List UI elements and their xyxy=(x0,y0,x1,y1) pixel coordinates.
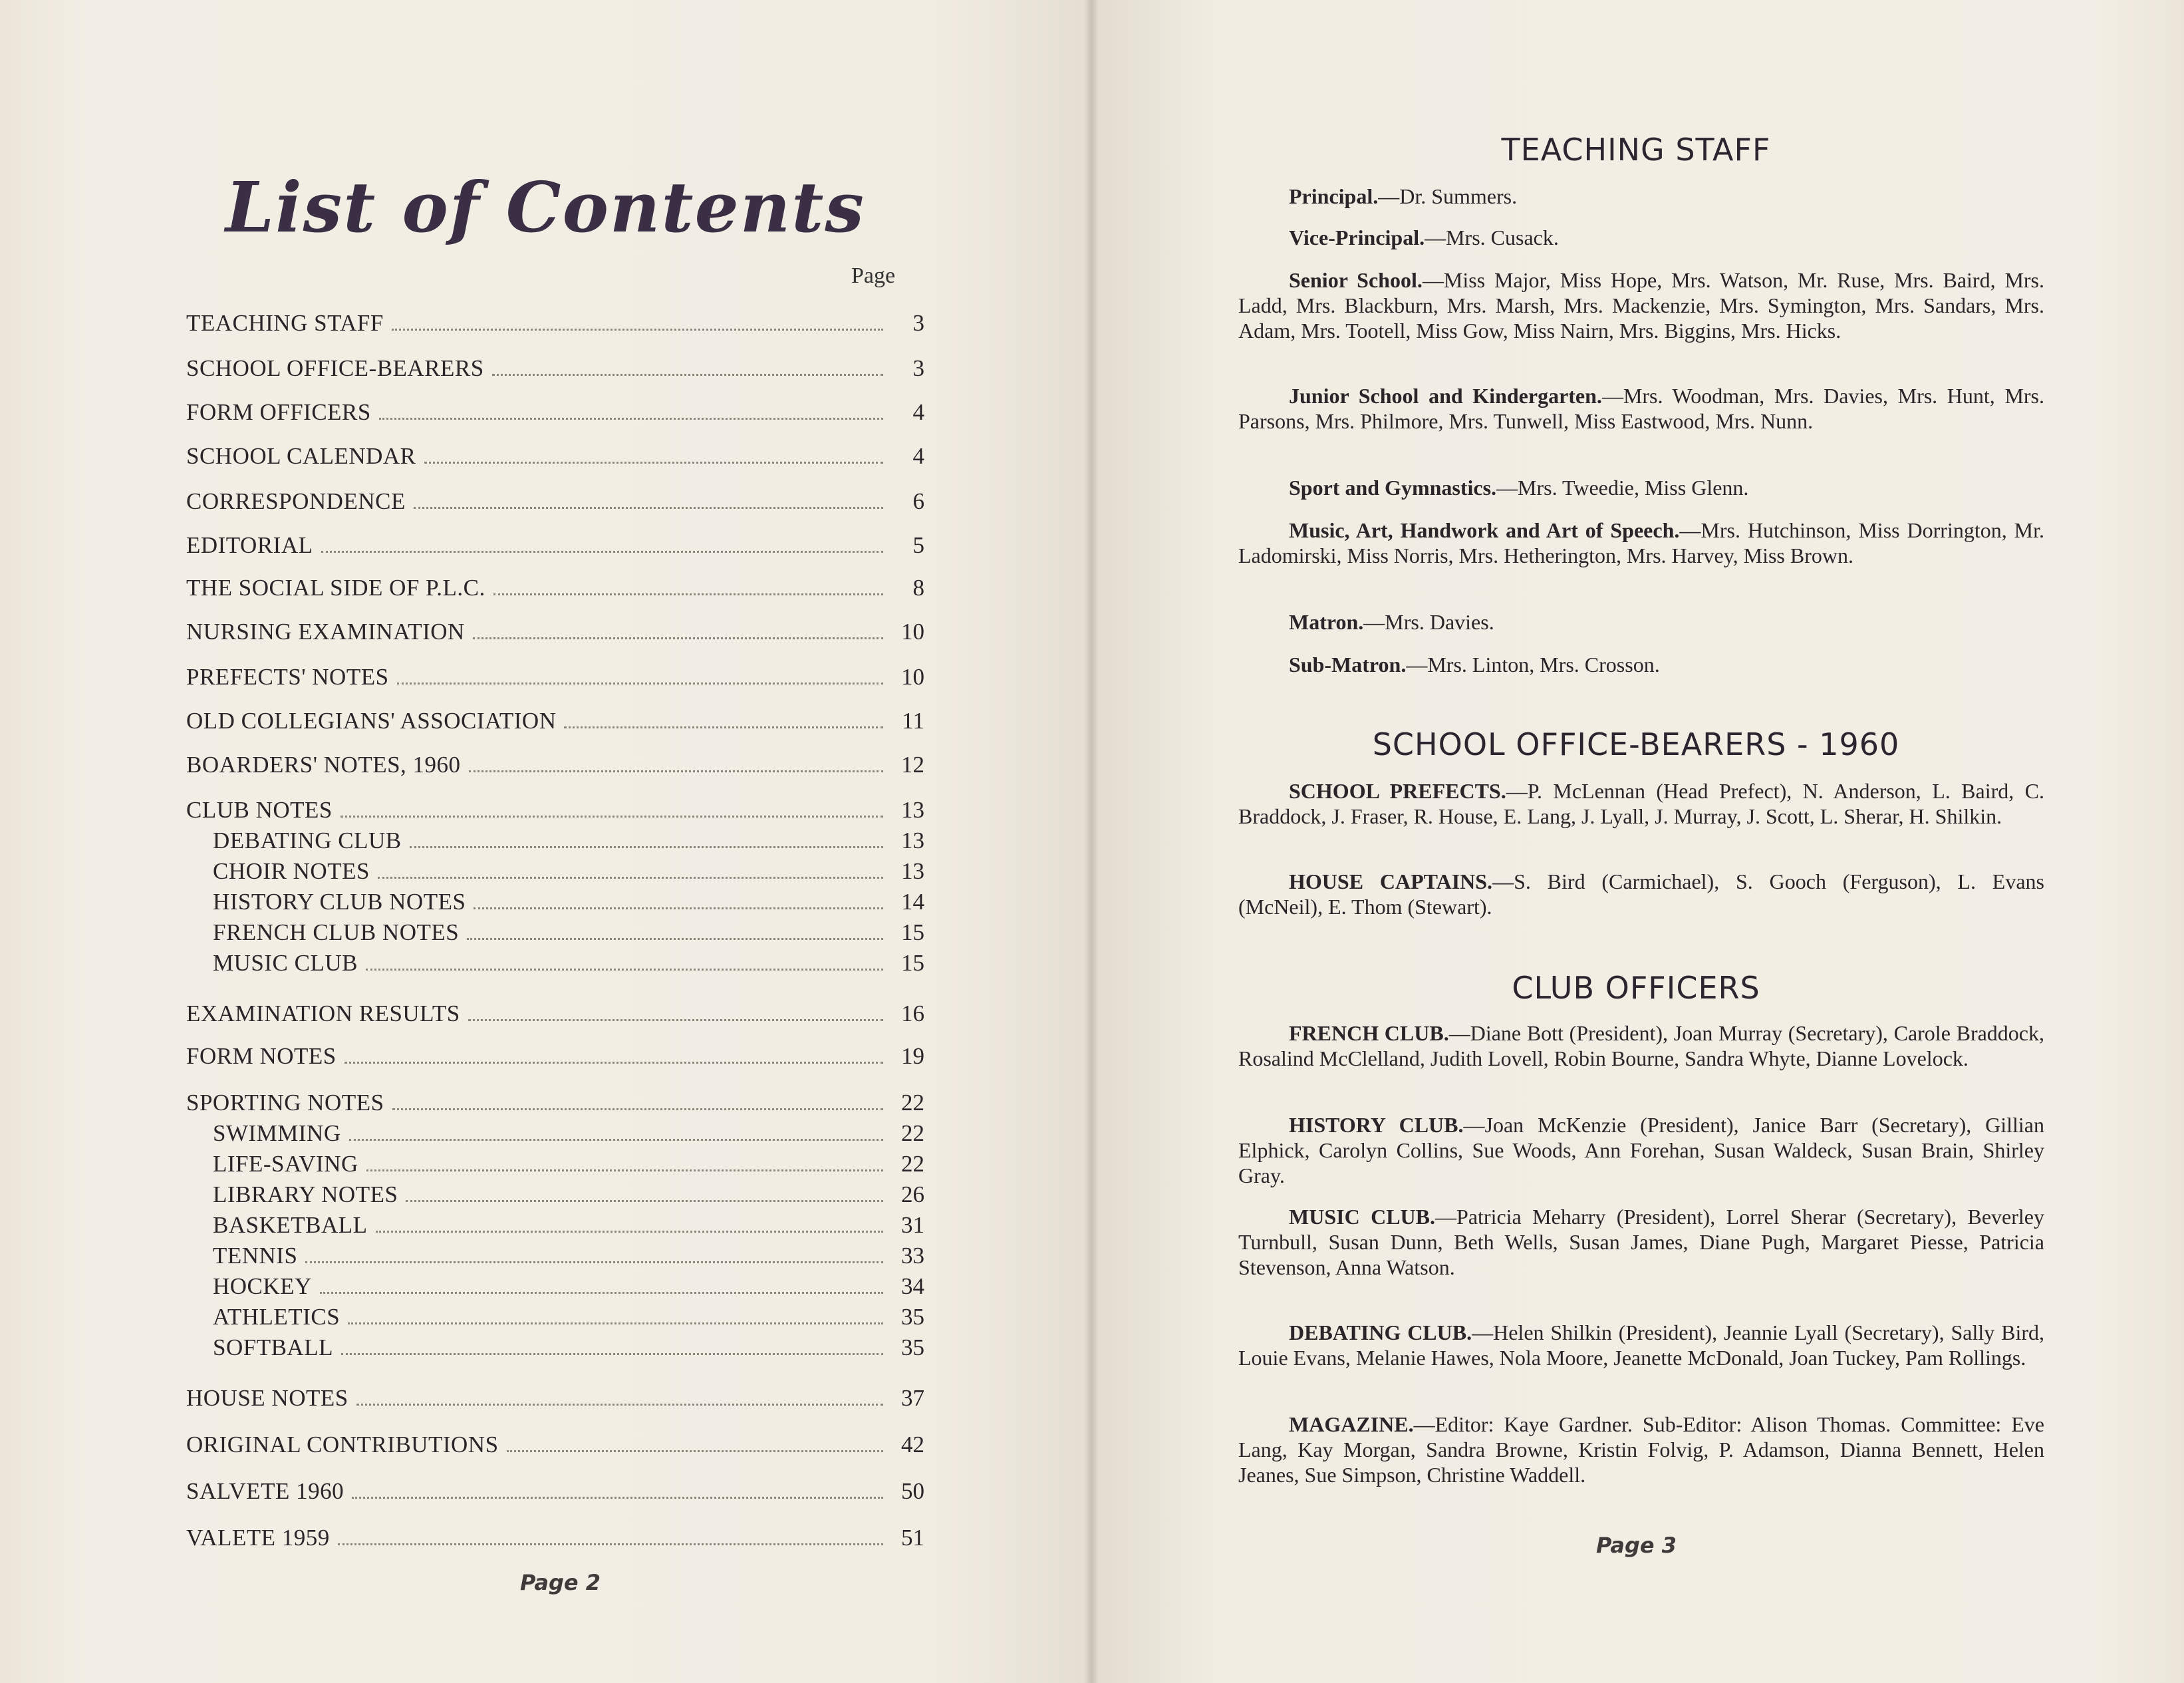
dot-leader xyxy=(376,1231,884,1233)
toc-entry xyxy=(186,825,924,857)
dot-leader xyxy=(397,683,883,685)
staff-paragraph xyxy=(1238,475,2044,500)
paragraph-text: —S. Bird (Carmichael), S. Gooch (Ferguson), L. Evans (McNeil), E. Thom (Stewart). xyxy=(1238,869,2045,919)
paragraph-label: Music, Art, Handwork and Art of Speech. xyxy=(1289,518,1680,542)
toc-entry xyxy=(186,396,924,428)
toc-entry-page: 14 xyxy=(901,889,924,915)
toc-entry xyxy=(186,794,924,826)
paragraph-label: Matron. xyxy=(1289,610,1364,634)
toc-entry-label: BASKETBALL xyxy=(213,1212,368,1238)
toc-entry xyxy=(186,1475,924,1507)
dot-leader xyxy=(305,1261,883,1263)
toc-entry xyxy=(186,998,924,1030)
contents-title: List of Contents xyxy=(225,166,865,248)
toc-entry xyxy=(186,1209,924,1241)
dot-leader xyxy=(366,1169,883,1171)
toc-entry-page: 8 xyxy=(912,575,924,601)
toc-entry-page: 3 xyxy=(912,355,924,381)
dot-leader xyxy=(424,462,883,464)
staff-paragraph xyxy=(1238,652,2044,677)
dot-leader xyxy=(414,507,883,509)
toc-entry-page: 13 xyxy=(901,828,924,853)
toc-entry xyxy=(186,749,924,781)
staff-paragraph xyxy=(1238,184,2044,209)
right-page-footer: Page 3 xyxy=(1596,1533,1677,1558)
toc-entry-label: SCHOOL CALENDAR xyxy=(186,443,416,469)
toc-entry-label: FORM NOTES xyxy=(186,1043,337,1069)
staff-paragraph xyxy=(1238,1204,2044,1280)
paragraph-text: —Miss Major, Miss Hope, Mrs. Watson, Mr. Ruse, Mrs. Baird, Mrs. Ladd, Mrs. Blackburn, Mrs. Marsh, Mrs. Mackenzie, Mrs. Symington, Mrs. Sandars, Mrs. Adam, Mrs. Tootell, Miss Gow, Miss Nairn, Mrs. Biggins, Mrs. Hicks. xyxy=(1238,268,2045,343)
toc-entry-label: OLD COLLEGIANS' ASSOCIATION xyxy=(186,708,557,734)
paragraph-text: —Mrs. Tweedie, Miss Glenn. xyxy=(1496,476,1749,500)
paragraph-label: HOUSE CAPTAINS. xyxy=(1289,869,1493,893)
dot-leader xyxy=(507,1450,883,1452)
toc-entry-label: SALVETE 1960 xyxy=(186,1478,344,1504)
dot-leader xyxy=(378,877,883,879)
book-gutter xyxy=(1084,0,1099,1683)
toc-entry xyxy=(186,353,924,384)
dot-leader xyxy=(341,1353,883,1355)
paragraph-text: —Mrs. Linton, Mrs. Crosson. xyxy=(1406,653,1660,677)
toc-entry-page: 6 xyxy=(912,488,924,514)
dot-leader xyxy=(344,1062,883,1064)
toc-entry-page: 13 xyxy=(901,858,924,884)
toc-entry-label: FRENCH CLUB NOTES xyxy=(213,919,460,945)
toc-entry-label: THE SOCIAL SIDE OF P.L.C. xyxy=(186,575,485,601)
toc-entry-page: 26 xyxy=(901,1181,924,1207)
toc-entry xyxy=(186,1148,924,1180)
toc-entry xyxy=(186,947,924,979)
staff-paragraph xyxy=(1238,267,2044,343)
toc-entry-page: 50 xyxy=(901,1478,924,1504)
toc-entry-label: EDITORIAL xyxy=(186,532,313,558)
toc-entry-label: BOARDERS' NOTES, 1960 xyxy=(186,752,461,778)
staff-paragraph xyxy=(1238,1112,2044,1188)
dot-leader xyxy=(338,1543,883,1545)
toc-entry-page: 5 xyxy=(912,532,924,558)
staff-paragraph xyxy=(1238,225,2044,250)
paragraph-label: FRENCH CLUB. xyxy=(1289,1021,1449,1045)
toc-entry-label: EXAMINATION RESULTS xyxy=(186,1000,460,1026)
paragraph-text: —Mrs. Cusack. xyxy=(1425,226,1559,249)
toc-entry xyxy=(186,886,924,918)
staff-paragraph xyxy=(1238,869,2044,919)
paragraph-text: —Mrs. Davies. xyxy=(1363,610,1494,634)
toc-entry-page: 19 xyxy=(901,1043,924,1069)
staff-paragraph xyxy=(1238,1320,2044,1370)
toc-entry-label: LIFE-SAVING xyxy=(213,1151,358,1177)
dot-leader xyxy=(348,1322,883,1324)
toc-entry-label: CLUB NOTES xyxy=(186,797,333,823)
toc-entry-page: 4 xyxy=(912,399,924,425)
paragraph-label: Sport and Gymnastics. xyxy=(1289,476,1497,500)
toc-entry xyxy=(186,1271,924,1302)
toc-entry-page: 15 xyxy=(901,950,924,976)
toc-entry xyxy=(186,440,924,472)
toc-entry-label: TENNIS xyxy=(213,1243,298,1269)
toc-entry-label: CHOIR NOTES xyxy=(213,858,370,884)
toc-entry-page: 22 xyxy=(901,1120,924,1146)
dot-leader xyxy=(392,329,883,331)
toc-entry xyxy=(186,486,924,518)
toc-entry xyxy=(186,307,924,339)
page-column-heading: Page xyxy=(851,263,896,288)
club-officers-heading: CLUB OFFICERS xyxy=(1512,970,1760,1006)
left-page-footer: Page 2 xyxy=(520,1570,601,1595)
dot-leader xyxy=(321,551,884,553)
toc-entry-page: 15 xyxy=(901,919,924,945)
staff-paragraph xyxy=(1238,518,2044,568)
staff-paragraph xyxy=(1238,1020,2044,1071)
toc-entry-page: 31 xyxy=(901,1212,924,1238)
toc-entry-label: LIBRARY NOTES xyxy=(213,1181,398,1207)
dot-leader xyxy=(352,1497,883,1499)
toc-entry-page: 13 xyxy=(901,797,924,823)
toc-entry-label: PREFECTS' NOTES xyxy=(186,664,389,690)
dot-leader xyxy=(392,1108,883,1110)
teaching-staff-heading: TEACHING STAFF xyxy=(1501,132,1771,168)
staff-paragraph xyxy=(1238,778,2044,829)
paragraph-label: Principal. xyxy=(1289,184,1379,208)
dot-leader xyxy=(349,1139,883,1141)
toc-entry xyxy=(186,1332,924,1364)
toc-entry-label: NURSING EXAMINATION xyxy=(186,619,465,645)
toc-entry xyxy=(186,855,924,887)
paragraph-text: —Patricia Meharry (President), Lorrel Sherar (Secretary), Beverley Turnbull, Susan Dunn, Beth Wells, Susan James, Diane Pugh, Margaret Piesse, Patricia Stevenson, Anna Watson. xyxy=(1238,1205,2045,1279)
paragraph-label: MUSIC CLUB. xyxy=(1289,1205,1436,1229)
toc-entry xyxy=(186,1179,924,1211)
paragraph-label: MAGAZINE. xyxy=(1289,1412,1414,1436)
toc-entry-label: HOUSE NOTES xyxy=(186,1385,348,1411)
toc-entry xyxy=(186,1429,924,1461)
toc-entry xyxy=(186,661,924,693)
toc-entry-page: 11 xyxy=(902,708,924,734)
toc-entry xyxy=(186,530,924,561)
paragraph-label: Vice-Principal. xyxy=(1289,226,1425,249)
toc-entry xyxy=(186,705,924,737)
toc-entry xyxy=(186,616,924,648)
toc-entry-page: 10 xyxy=(901,664,924,690)
dot-leader xyxy=(493,593,883,595)
toc-entry-label: FORM OFFICERS xyxy=(186,399,371,425)
staff-paragraph xyxy=(1238,609,2044,635)
toc-entry xyxy=(186,1522,924,1554)
toc-entry xyxy=(186,1087,924,1119)
dot-leader xyxy=(474,907,883,909)
paragraph-text: —Editor: Kaye Gardner. Sub-Editor: Alison Thomas. Committee: Eve Lang, Kay Morgan, Sandra Browne, Kristin Folvig, P. Adamson, Dianna Bennett, Helen Jeanes, Sue Simpson, Christine Waddell. xyxy=(1238,1412,2044,1487)
toc-entry-page: 3 xyxy=(912,310,924,336)
paragraph-text: —Helen Shilkin (President), Jeannie Lyall (Secretary), Sally Bird, Louie Evans, Melanie Hawes, Nola Moore, Jeanette McDonald, Joan Tuckey, Pam Rollings. xyxy=(1238,1320,2045,1370)
left-page xyxy=(0,0,1091,1683)
toc-entry xyxy=(186,917,924,949)
toc-entry-label: HOCKEY xyxy=(213,1273,312,1299)
toc-entry-label: DEBATING CLUB xyxy=(213,828,402,853)
paragraph-text: —Dr. Summers. xyxy=(1378,184,1518,208)
toc-entry-label: SWIMMING xyxy=(213,1120,341,1146)
staff-paragraph xyxy=(1238,1412,2044,1487)
toc-entry-label: SCHOOL OFFICE-BEARERS xyxy=(186,355,484,381)
toc-entry xyxy=(186,1240,924,1272)
paragraph-text: —Mrs. Hutchinson, Miss Dorrington, Mr. Ladomirski, Miss Norris, Mrs. Hetherington, Mrs. Harvey, Miss Brown. xyxy=(1238,518,2044,567)
paragraph-text: —Mrs. Woodman, Mrs. Davies, Mrs. Hunt, Mrs. Parsons, Mrs. Philmore, Mrs. Tunwell, Miss Eastwood, Mrs. Nunn. xyxy=(1238,384,2045,433)
toc-entry-page: 33 xyxy=(901,1243,924,1269)
dot-leader xyxy=(379,418,883,420)
toc-entry xyxy=(186,1040,924,1072)
toc-entry xyxy=(186,572,924,604)
dot-leader xyxy=(492,374,883,376)
dot-leader xyxy=(410,846,883,848)
toc-entry-page: 22 xyxy=(901,1151,924,1177)
toc-entry-page: 34 xyxy=(901,1273,924,1299)
toc-entry-label: ATHLETICS xyxy=(213,1304,341,1330)
toc-entry-page: 42 xyxy=(901,1432,924,1457)
toc-entry-label: VALETE 1959 xyxy=(186,1525,330,1551)
dot-leader xyxy=(320,1292,883,1294)
paragraph-label: HISTORY CLUB. xyxy=(1289,1113,1464,1137)
toc-entry-label: HISTORY CLUB NOTES xyxy=(213,889,466,915)
dot-leader xyxy=(341,816,883,818)
toc-entry-label: TEACHING STAFF xyxy=(186,310,384,336)
toc-entry-page: 4 xyxy=(912,443,924,469)
toc-entry xyxy=(186,1382,924,1414)
dot-leader xyxy=(366,969,883,971)
toc-entry-page: 16 xyxy=(901,1000,924,1026)
dot-leader xyxy=(473,637,883,639)
paragraph-text: —Joan McKenzie (President), Janice Barr (Secretary), Gillian Elphick, Carolyn Collins, Sue Woods, Ann Forehan, Susan Waldeck, Susan Brain, Shirley Gray. xyxy=(1238,1113,2045,1187)
paragraph-text: —P. McLennan (Head Prefect), N. Anderson, L. Baird, C. Braddock, J. Fraser, R. House, E. Lang, J. Lyall, J. Murray, J. Scott, L. Sherar, H. Shilkin. xyxy=(1238,779,2044,828)
toc-entry-page: 12 xyxy=(901,752,924,778)
paragraph-label: Senior School. xyxy=(1289,268,1423,292)
dot-leader xyxy=(406,1200,883,1202)
dot-leader xyxy=(467,938,883,940)
staff-paragraph xyxy=(1238,383,2044,434)
toc-entry-label: SOFTBALL xyxy=(213,1334,333,1360)
paragraph-label: Sub-Matron. xyxy=(1289,653,1407,677)
dot-leader xyxy=(469,770,883,772)
toc-entry-page: 35 xyxy=(901,1334,924,1360)
toc-entry-label: ORIGINAL CONTRIBUTIONS xyxy=(186,1432,499,1457)
paragraph-text: —Diane Bott (President), Joan Murray (Secretary), Carole Braddock, Rosalind McClelland, Judith Lovell, Robin Bourne, Sandra Whyte, Dianne Lovelock. xyxy=(1238,1021,2045,1070)
toc-entry-page: 10 xyxy=(901,619,924,645)
paragraph-label: Junior School and Kindergarten. xyxy=(1289,384,1602,408)
toc-entry-page: 51 xyxy=(901,1525,924,1551)
toc-entry xyxy=(186,1301,924,1333)
toc-entry-page: 22 xyxy=(901,1090,924,1116)
toc-entry-label: MUSIC CLUB xyxy=(213,950,358,976)
toc-entry xyxy=(186,1118,924,1149)
toc-entry-label: SPORTING NOTES xyxy=(186,1090,384,1116)
toc-entry-page: 37 xyxy=(901,1385,924,1411)
toc-entry-page: 35 xyxy=(901,1304,924,1330)
toc-entry-label: CORRESPONDENCE xyxy=(186,488,406,514)
dot-leader xyxy=(468,1019,883,1021)
paragraph-label: DEBATING CLUB. xyxy=(1289,1320,1472,1344)
paragraph-label: SCHOOL PREFECTS. xyxy=(1289,779,1506,803)
dot-leader xyxy=(356,1404,883,1406)
office-bearers-heading: SCHOOL OFFICE-BEARERS - 1960 xyxy=(1372,726,1900,762)
dot-leader xyxy=(564,726,883,728)
